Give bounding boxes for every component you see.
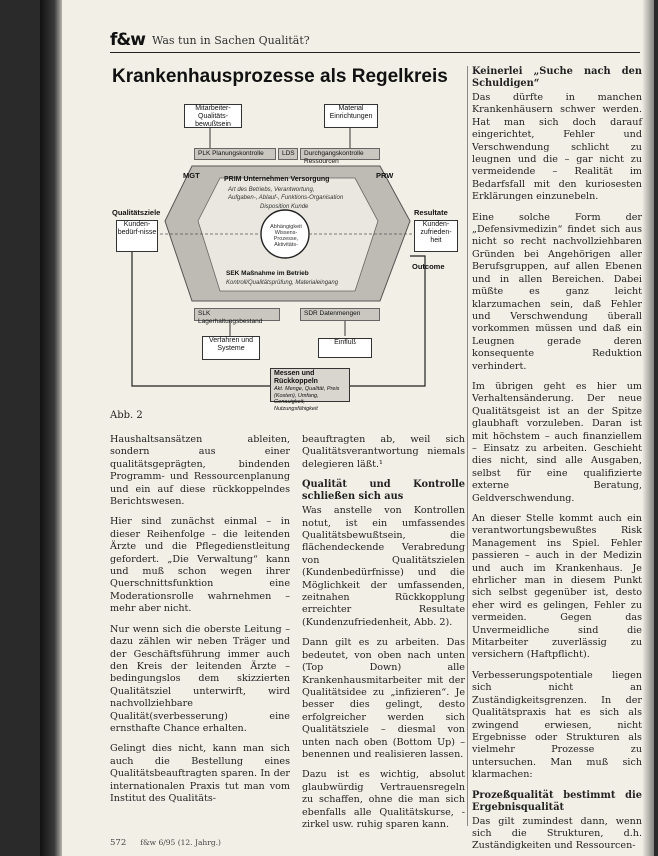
center-sub-1: Art des Betriebs, Verantwortung, — [228, 187, 315, 193]
col1-paragraph-3: Nur wenn sich die oberste Leitung – dazu zählen wir neben Träger und der Geschäftsführung immer auch den Kreis der leitenden Ärzte – bedingungslos dem skizzierten Qualitätsziel unterwirft, wird nachvollziehbare Qualität(sverbesserung) eine ernsthafte Chance erhalten. — [110, 623, 290, 734]
process-diagram — [110, 96, 462, 412]
quality-goals-label: Qualitätsziele — [112, 208, 161, 217]
feedback-sub: Akt. Menge, Qualität, Preis (Kosten), Umfang, Genauigkeit, Nutzungsfähigkeit — [274, 386, 340, 412]
running-title: Was tun in Sachen Qualität? — [152, 34, 310, 47]
bottom-center-title: SEK Maßnahme im Betrieb — [226, 270, 309, 277]
quality-awareness-box: Mitarbeiter-Qualitäts-bewußtsein — [184, 104, 242, 128]
figure-caption: Abb. 2 — [110, 410, 143, 421]
magazine-page — [62, 0, 654, 856]
col2-paragraph-3: Dann gilt es zu arbeiten. Das bedeutet, von oben nach unten (Top Down) alle Krankenhausmitarbeiter mit der Qualitätsidee zu „infizieren“. Je besser dies gelingt, desto erfolgreicher werden sich Qualitätsziele – diesmal von unten nach oben (Bottom Up) – benennen und realisieren lassen. — [302, 637, 465, 760]
center-sub-3: Disposition Kunde — [260, 204, 309, 210]
prw-label: PRW — [376, 171, 394, 180]
col3-paragraph-6: Das gilt zumindest dann, wenn sich die Strukturen, d.h. Zuständigkeiten und Ressourcen- — [472, 815, 642, 852]
customer-satisfaction-box: Kunden-zufrieden-heit — [414, 220, 458, 252]
circle-label: Abhängigkeit Wissens-Prozesse, Aktivitäts- — [270, 224, 302, 248]
data-volume-strip: SDR Datenmengen — [300, 308, 380, 321]
text-column-1 — [110, 434, 290, 813]
col2-paragraph-4: Dazu ist es wichtig, absolut glaubwürdig Vertrauensregeln zu schaffen, ohne die man sich ebenfalls alle Qualitätskurse, -zirkel usw. ruhig sparen kann. — [302, 769, 465, 830]
running-header — [110, 30, 640, 53]
results-label: Resultate — [414, 208, 448, 217]
diagram-graphics — [110, 96, 462, 404]
col3-paragraph-5: Verbesserungspotentiale liegen sich nicht an Zuständigkeitsgrenzen. In der Qualitätspraxis hat es sich als zwingend erwiesen, nicht Ergebnisse oder Strukturen als vielmehr Prozesse zu untersuchen. Man muß sich klarmachen: — [472, 669, 642, 781]
center-title: PRIM Unternehmen Versorgung — [224, 176, 330, 183]
feedback-box — [270, 368, 350, 412]
planning-control-strip: PLK Planungskontrolle — [194, 148, 276, 160]
col2-paragraph-1: beauftragten ab, weil sich Qualitätsverantwortung niemals delegieren läßt.¹ — [302, 434, 465, 470]
col1-paragraph-4: Gelingt dies nicht, kann man sich auch die Bestellung eines Qualitätsbeauftragten sparen. In der internationalen Praxis tut man vom Institut des Qualitäts- — [110, 743, 290, 804]
feedback-title: Messen und Rückkoppeln — [274, 370, 318, 385]
col1-paragraph-1: Haushaltsansätzen ableiten, sondern aus einer qualitätsgeprägten, bindenden Programm- und Ressourcenplanung und ein auf diese rückkoppelndes Berichtswesen. — [110, 434, 290, 508]
column-divider — [467, 66, 468, 826]
bottom-center-sub: Kontroll/Qualitätsprüfung, Materialeingang — [226, 280, 339, 286]
outcome-label: Outcome — [412, 262, 445, 271]
influence-box: Einfluß — [318, 338, 372, 358]
col2-paragraph-2: Was anstelle von Kontrollen notut, ist ein umfassendes Qualitätsbewußtsein, die flächendeckende Verabredung von Qualitätszielen (Kundenbedürfnisse) und die Möglichkeit der umfassenden, zeitnahen Rückkopplung erreichter Resultate (Kundenzufriedenheit, Abb. 2). — [302, 505, 465, 628]
procedures-systems-box: Verfahren und Systeme — [202, 336, 260, 360]
col2-subheading-1: Qualität und Kontrolle schließen sich aus — [302, 479, 465, 503]
col3-subheading-2: Prozeßqualität bestimmt die Ergebnisqualität — [472, 789, 642, 813]
magazine-logo: f&w — [110, 30, 145, 50]
lds-strip: LDS — [278, 148, 298, 160]
page-shadow — [642, 0, 654, 856]
center-sub-2: Aufgaben-, Ablauf-, Funktions-Organisation — [228, 195, 344, 201]
mgt-label: MGT — [183, 171, 200, 180]
page-number: 572 — [110, 838, 127, 848]
material-box: Material Einrichtungen — [324, 104, 378, 128]
page-footer — [110, 838, 221, 848]
col3-subheading-1: Keinerlei „Suche nach den Schuldigen“ — [472, 66, 642, 89]
text-column-3 — [472, 66, 642, 856]
col1-paragraph-2: Hier sind zunächst einmal – in dieser Reihenfolge – die leitenden Ärzte und die Pflegedienstleitung gefordert. „Die Verwaltung“ kann und muß schon wegen ihrer Querschnittsfunktion eine Moderationsrolle wahrnehmen – mehr aber nicht. — [110, 516, 290, 615]
col3-paragraph-2: Eine solche Form der „Defensivmedizin“ findet sich aus nicht so recht nachvollziehbaren Gründen bei Angehörigen aller Berufsgruppen, auf allen Ebenen und in allen Bereichen. Dabei müßte es ganz leicht klarzumachen sein, daß Fehler und Verschwendung überall vorkommen müssen und daß ein Leugnen gerade deren konsequente Reduktion verhindert. — [472, 211, 642, 372]
issue-label: f&w 6/95 (12. Jahrg.) — [140, 838, 221, 847]
col3-paragraph-1: Das dürfte in manchen Krankenhäusern schwer werden. Hat man sich doch darauf eingerichtet, Fehler und Verschwendung schlicht zu leugnen und die – gar nicht zu vermeidende – Realität im Bedarfsfall mit den kuriosesten Erklärungen einzunebeln. — [472, 92, 642, 203]
col3-paragraph-4: An dieser Stelle kommt auch ein verantwortungsbewußtes Risk Management ins Spiel. Fehler passieren – auch in der Medizin und auch im Krankenhaus. Je ehrlicher man in diesem Punkt sich selbst gegenüber ist, desto eher wird es gelingen, Fehler zu vermeiden. Gegen das Unvermeidliche sind die Mitarbeiter zuverlässig zu versichern (Haftpflicht). — [472, 513, 642, 661]
text-column-2 — [302, 434, 465, 839]
article-title: Krankenhausprozesse als Regelkreis — [112, 66, 448, 87]
inventory-strip: SLK Lagerhaltungsbestand — [194, 308, 280, 321]
resource-control-strip: Durchgangskontrolle Ressourcen — [300, 148, 380, 160]
col3-paragraph-3: Im übrigen geht es hier um Verhaltensänderung. Der neue Qualitätsgeist ist an der Spitze glaubhaft vorzuleben. Daran ist mit höchstem – auch finanziellem – Einsatz zu arbeiten. Geschieht dies nicht, sind alle Ausgaben, selbst für eine qualifizierte externe Beratung, Geldverschwendung. — [472, 380, 642, 504]
customer-needs-box: Kunden-bedürf-nisse — [116, 220, 158, 252]
book-spine-edge — [40, 0, 64, 856]
